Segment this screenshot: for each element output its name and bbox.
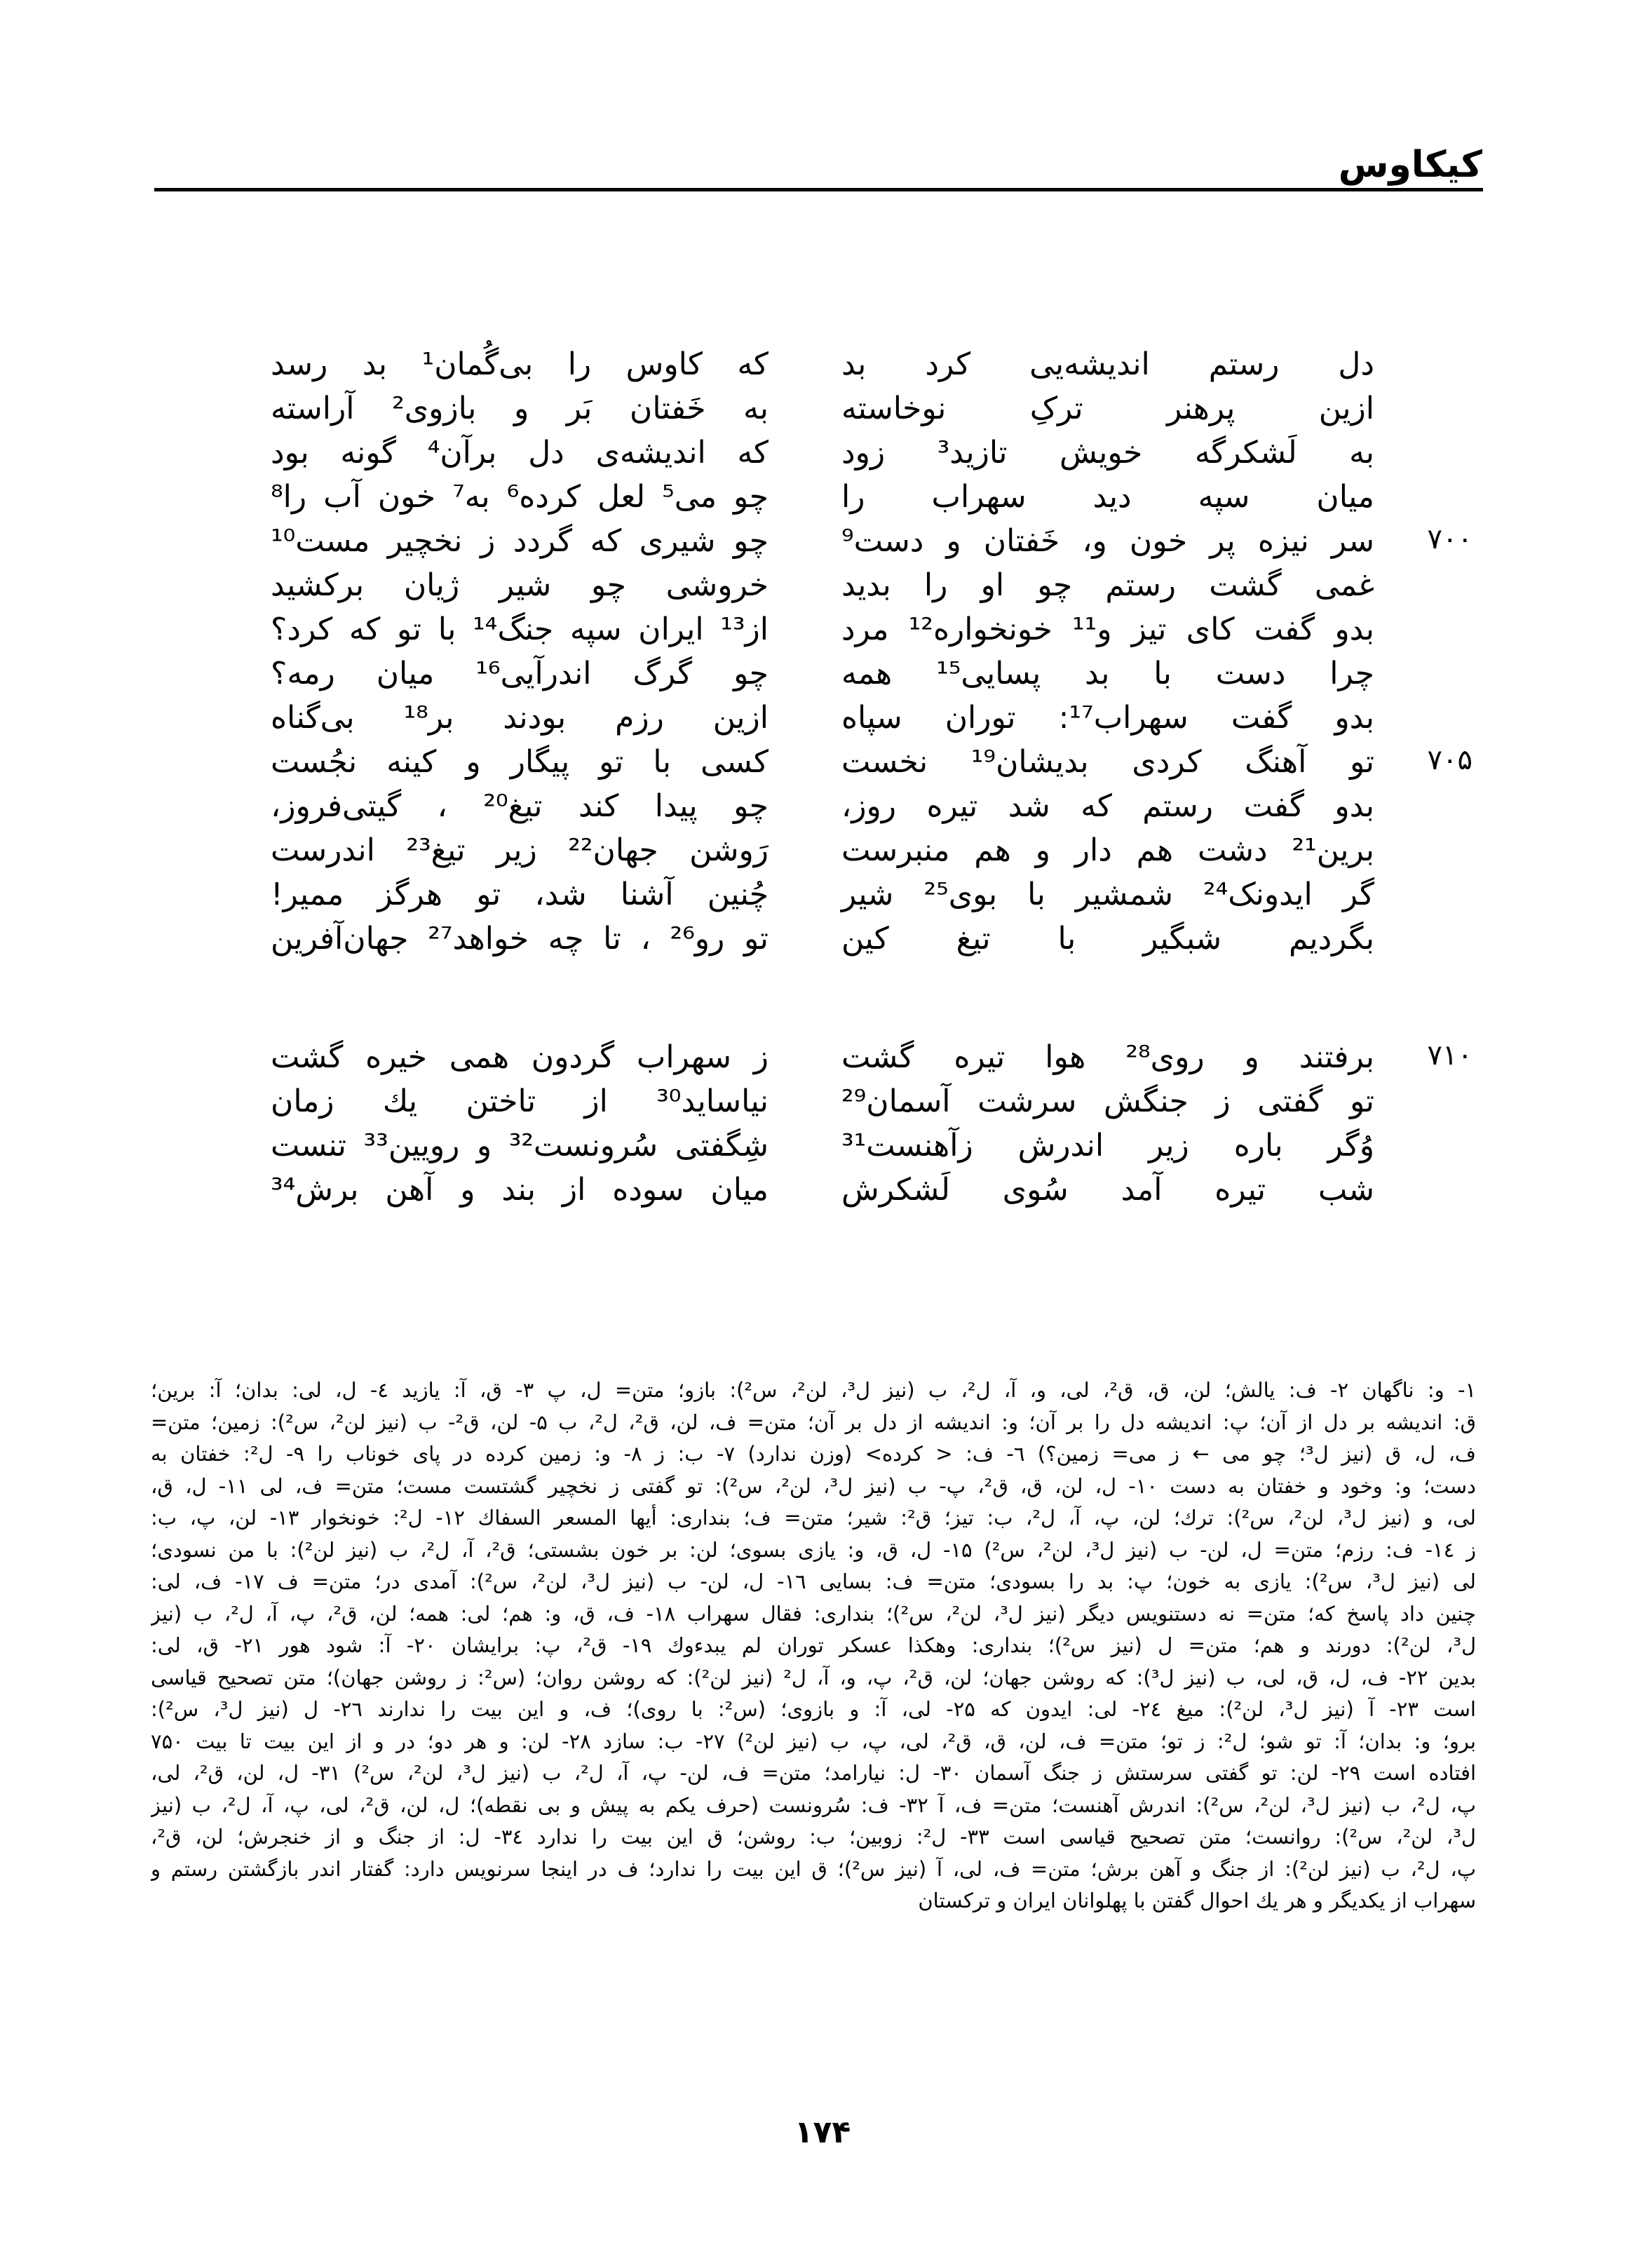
first-hemistich: سر نیزه پر خون و، خَفتان و دست⁹ xyxy=(841,523,1374,559)
verse-row xyxy=(0,1035,1645,1079)
second-hemistich: تو رو²⁶ ، تا چه خواهد²⁷ جهان‌آفرین xyxy=(271,921,769,957)
verse-row xyxy=(0,917,1645,961)
footnote-line: ل³، لن²، س²): روانست؛ متن تصحیح قیاسی است ۳۳- ل²: زوبین؛ ب: روشن؛ ق این بیت را ندارد ۳٤- ل: از جنگ و از خنجرش؛ لن، ق²، xyxy=(151,1825,1476,1849)
first-hemistich: شب تیره آمد سُوی لَشکرش xyxy=(841,1172,1374,1208)
footnote-line: ز ١٤- ف: رزم؛ متن= ل، لن- ب (نیز ل³، لن²، س²) ۱۵- ل، ق، و: یازی بسوی؛ لن: بر خون بشستی؛ ق²، آ، ل²، ب (نیز لن²): با من نسودی؛ xyxy=(151,1537,1476,1562)
second-hemistich: چُنین آشنا شد، تو هرگز ممیر! xyxy=(271,877,769,912)
footnote-line: است ۲۳- آ (نیز ل³، لن²): میغ ۲٤- لی: ایدون که ۲۵- لی، آ: و بازوی؛ (س²: با روی)؛ ف، و این بیت را ندارند ۲٦- ل (نیز ل³، س²): xyxy=(151,1697,1476,1721)
footnote-line: بدین ۲۲- ف، ل، ق، لی، ب (نیز ل³): که روشن جهان؛ لن، ق²، پ، و، آ، ل² (نیز لن²): که روشن روان؛ (س²: ز روشن جهان)؛ متن تصحیح قیاسی xyxy=(151,1665,1476,1689)
second-hemistich: که اندیشه‌ی دل برآن⁴ گونه بود xyxy=(271,435,769,471)
first-hemistich: بدو گفت کای تیز و¹¹ خونخواره¹² مرد xyxy=(841,612,1374,647)
second-hemistich: چو پیدا کند تیغ²⁰ ، گیتی‌فروز، xyxy=(271,788,769,824)
first-hemistich: برفتند و روی²⁸ هوا تیره گشت xyxy=(841,1039,1374,1075)
verse-number: ۷۱۰ xyxy=(1427,1039,1473,1072)
verse-row xyxy=(0,431,1645,475)
verse-row xyxy=(0,1168,1645,1212)
verse-row xyxy=(0,740,1645,784)
second-hemistich: خروشی چو شیر ژیان برکشید xyxy=(271,567,769,603)
second-hemistich: چو شیری که گردد ز نخچیر مست¹⁰ xyxy=(271,523,769,559)
header-rule xyxy=(154,188,1483,191)
footnote-line: چنین داد پاسخ که؛ متن= نه دستنویس دیگر (نیز ل³، لن²، س²)؛ بنداری: فقال سهراب ۱۸- ف، ق، و: هم؛ لی: همه؛ لن، ق²، پ، آ، ل²، ب (نیز xyxy=(151,1601,1476,1626)
verse-row xyxy=(0,1123,1645,1168)
page-number: ۱۷۴ xyxy=(794,2114,851,2150)
second-hemistich: ازین رزم بودند بر¹⁸ بی‌گناه xyxy=(271,700,769,736)
verse-row xyxy=(0,784,1645,828)
first-hemistich: وُگر باره زیر اندرش زآهنست³¹ xyxy=(841,1128,1374,1163)
second-hemistich: ز سهراب گردون همی خیره گشت xyxy=(271,1039,769,1075)
footnote-line: لی، و (نیز ل³، لن²، س²): ترك؛ لن، پ، آ، ل²، ب: تیز؛ ق²: شیر؛ متن= ف؛ بنداری: أیها المسعر السفاك ۱۲- ل²: خونخوار ۱۳- لن، پ، ب: xyxy=(151,1506,1476,1530)
footnote-line: ل³، لن²): دورند و هم؛ متن= ل (نیز س²)؛ بنداری: وهکذا عسکر توران لم یبدءوك ۱۹- ق²، پ: برایشان ۲۰- آ: شود هور ۲۱- ق، لی: xyxy=(151,1633,1476,1657)
first-hemistich: بدو گفت رستم که شد تیره روز، xyxy=(841,788,1374,824)
first-hemistich: گر ایدونک²⁴ شمشیر با بوی²⁵ شیر xyxy=(841,877,1374,912)
first-hemistich: تو گفتی ز جنگش سرشت آسمان²⁹ xyxy=(841,1084,1374,1119)
first-hemistich: ازین پرهنر ترکِ نوخاسته xyxy=(841,391,1374,426)
second-hemistich: کسی با تو پیگار و کینه نجُست xyxy=(271,744,769,780)
verse-row xyxy=(0,563,1645,607)
first-hemistich: چرا دست با بد پسایی¹⁵ همه xyxy=(841,656,1374,691)
verse-row xyxy=(0,696,1645,740)
first-hemistich: بگردیم شبگیر با تیغ کین xyxy=(841,921,1374,957)
footnote-line: ۱- و: ناگهان ۲- ف: یالش؛ لن، ق، ق²، لی، و، آ، ل²، ب (نیز ل³، لن²، س²): بازو؛ متن= ل، پ ۳- ق، آ: یازید ٤- ل، لی: بدان؛ آ: برین؛ xyxy=(151,1378,1476,1402)
footnote-line: ف، ل، ق (نیز ل³؛ چو می ← ز می= زمین؟) ٦- ف: < کرده> (وزن ندارد) ۷- ب: ز ۸- و: زمین کرده در پای خوناب را ۹- ل²: خفتان به xyxy=(151,1442,1476,1466)
first-hemistich: میان سپه دید سهراب را xyxy=(841,479,1374,515)
second-hemistich: از¹³ ایران سپه جنگ¹⁴ با تو که کرد؟ xyxy=(271,612,769,647)
verse-row xyxy=(0,519,1645,563)
footnotes xyxy=(151,1375,1476,1917)
second-hemistich: به خَفتان بَر و بازوی² آراسته xyxy=(271,391,769,426)
footnote-line: برو؛ و: بدان؛ آ: تو شو؛ ل²: ز تو؛ متن= ف، لن، ق، ق²، لی، پ، ب (نیز لن²) ۲۷- ب: سازد ۲۸- لن: و هر دو؛ در و از این بیت تا بیت ۷۵۰ xyxy=(151,1729,1476,1753)
verse-number: ۷۰۵ xyxy=(1427,744,1473,776)
verse-row xyxy=(0,652,1645,696)
first-hemistich: برین²¹ دشت هم دار و هم منبرست xyxy=(841,832,1374,868)
verse-row xyxy=(0,342,1645,386)
first-hemistich: به لَشکرگه خویش تازید³ زود xyxy=(841,435,1374,471)
second-hemistich: رَوشن جهان²² زیر تیغ²³ اندرست xyxy=(271,832,769,868)
second-hemistich: میان سوده از بند و آهن برش³⁴ xyxy=(271,1172,769,1208)
footnote-line: پ، ل²، ب (نیز ل³، لن²، س²): اندرش آهنست؛ متن= ف، آ ۳۲- ف: سُرونست (حرف یکم به پیش و بی نقطه)؛ ل، لن، ق²، لی، پ، آ، ل²، ب (نیز xyxy=(151,1793,1476,1817)
first-hemistich: تو آهنگ کردی بدیشان¹⁹ نخست xyxy=(841,744,1375,780)
verse-row xyxy=(0,386,1645,431)
verse-row xyxy=(0,872,1645,917)
second-hemistich: نیاساید³⁰ از تاختن یك زمان xyxy=(271,1084,769,1119)
first-hemistich: غمی گشت رستم چو او را بدید xyxy=(841,567,1374,603)
verse-row xyxy=(0,607,1645,652)
second-hemistich: چو گرگ اندرآیی¹⁶ میان رمه؟ xyxy=(271,656,769,691)
verse-row xyxy=(0,828,1645,872)
first-hemistich: دل رستم اندیشه‌یی کرد بد xyxy=(841,346,1374,382)
verse-number: ۷۰۰ xyxy=(1427,523,1473,555)
footnote-line: پ، ل²، ب (نیز لن²): از جنگ و آهن برش؛ متن= ف، لی، آ (نیز س²)؛ ق این بیت را ندارد؛ ف در اینجا سرنویس دارد: گفتار اندر بازگشتن رستم و xyxy=(151,1856,1476,1881)
footnote-line: دست؛ و: وخود و خفتان به دست ۱۰- ل، لن، ق، ق²، پ- ب (نیز ل³، لن²، س²): تو گفتی ز نخچیر گشتست مست؛ متن= ف، لی ۱۱- ل، ق، xyxy=(151,1473,1476,1498)
footnote-line: لی (نیز ل³، س²): یازی به خون؛ پ: بد را بسودی؛ متن= ف: بسایی ۱٦- ل، لن- ب (نیز ل³، لن²، س²): آمدی در؛ متن= ف ۱۷- ف، لی: xyxy=(151,1570,1476,1593)
second-hemistich: چو می⁵ لعل کرده⁶ به⁷ خون آب را⁸ xyxy=(271,479,769,515)
first-hemistich: بدو گفت سهراب¹⁷: توران سپاه xyxy=(841,700,1374,736)
footnote-line: سهراب از یکدیگر و هر یك احوال گفتن با پهلوانان ایران و ترکستان xyxy=(918,1889,1476,1912)
second-hemistich: شِگفتی سُرونست³² و رویین³³ تنست xyxy=(271,1128,769,1163)
verse-row xyxy=(0,475,1645,519)
page-title: کیکاوس xyxy=(1338,144,1482,186)
second-hemistich: که کاوس را بی‌گُمان¹ بد رسد xyxy=(271,346,769,382)
footnote-line: افتاده است ۲۹- لن: تو گفتی سرستش ز جنگ آسمان ۳۰- ل: نیارامد؛ متن= ف، لن- پ، آ، ل²، ب (نیز ل³، لن²، س²) ۳۱- ل، لن، ق²، لی، xyxy=(151,1761,1476,1785)
verse-row xyxy=(0,1079,1645,1123)
footnote-line: ق: اندیشه بر دل از آن؛ پ: اندیشه دل را بر آن؛ و: اندیشه از دل بر آن؛ متن= ف، لن، ق²، ل²، ب ۵- لن، ق²- ب (نیز لن²، س²): زمین؛ متن= xyxy=(151,1410,1476,1434)
